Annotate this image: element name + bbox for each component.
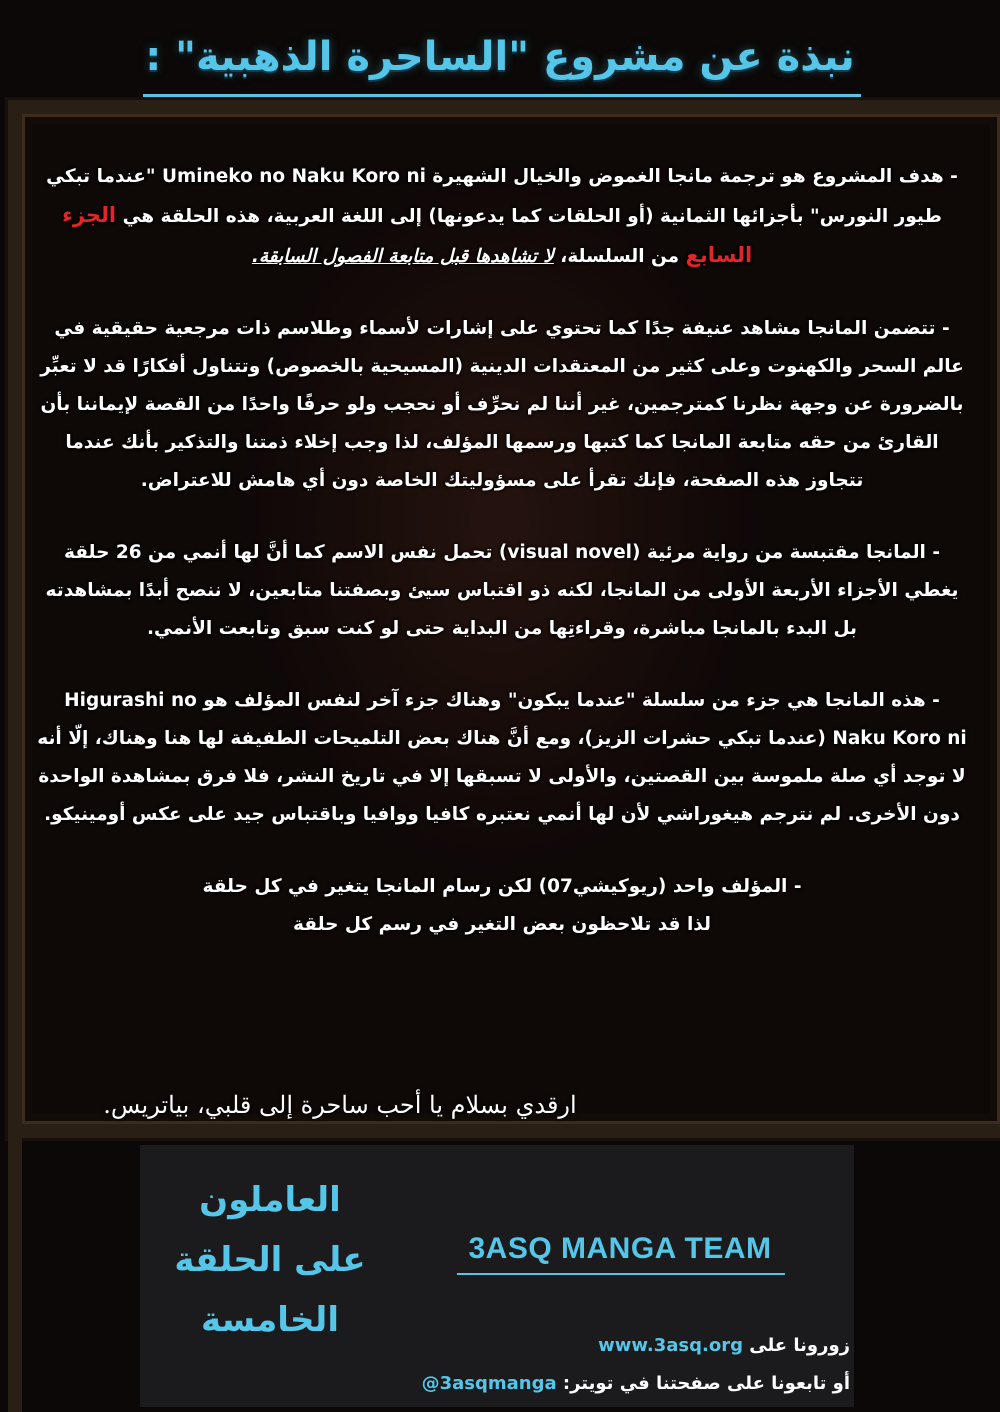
visit-line bbox=[560, 1328, 850, 1364]
article-body bbox=[36, 158, 968, 978]
goal-text-1: - هدف المشروع هو ترجمة مانجا الغموض والخيال الشهيرة bbox=[425, 166, 958, 187]
twitter-line bbox=[340, 1366, 850, 1402]
twitter-handle-link[interactable]: @3asqmanga bbox=[421, 1373, 557, 1394]
twitter-text: أو تابعونا على صفحتنا في تويتر: bbox=[556, 1373, 850, 1394]
author-line-2: لذا قد تلاحظون بعض التغير في رسم كل حلقة bbox=[293, 914, 711, 935]
credits-heading bbox=[160, 1170, 380, 1350]
higurashi-latin-title: Higurashi no Naku Koro ni bbox=[64, 690, 967, 749]
adaptation-text-2: ) تحمل نفس الاسم كما أنَّ لها أنمي من 26 حلقة يغطي الأجزاء الأربعة الأولى من المانجا، لكنه ذو اقتباس سيئ وبصفتنا متابعين، لا ننصح أبدًا بمشاهدته بل البدء بالمانجا مباشرة، وقراءتِها من البداية حتى لو كنت سبق وتابعت الأنمي. bbox=[45, 542, 959, 639]
credits-heading-line-2: على الحلقة bbox=[174, 1240, 366, 1280]
team-name-underline bbox=[457, 1273, 785, 1275]
paragraph-content-warning: - تتضمن المانجا مشاهد عنيفة جدًا كما تحتوي على إشارات لأسماء وطلاسم ذات مرجعية حقيقية في عالم السحر والكهنوت وعلى كثير من المعتقدات الدينية (المسيحية بالخصوص) وتتناول أفكارًا قد لا تعبِّر بالضرورة عن وجهة نظرنا كمترجمين، غير أننا لم نحرِّف أو نحجب ولو حرفًا واحدًا من القصة لإيماننا بأن القارئ من حقه متابعة المانجا كما كتبها ورسمها المؤلف، لذا وجب إخلاء ذمتنا والتذكير بأنك عندما تتجاوز هذه الصفحة، فإنك تقرأ على مسؤوليتك الخاصة دون أي هامش للاعتراض. bbox=[40, 318, 964, 491]
team-name: 3ASQ MANGA TEAM bbox=[468, 1232, 772, 1265]
series-text-1: - هذه المانجا هي جزء من سلسلة "عندما يبكون" وهناك جزء آخر لنفس المؤلف هو bbox=[196, 690, 940, 711]
title-underline bbox=[143, 94, 861, 97]
series-latin-title: Umineko no Naku Koro ni bbox=[161, 166, 426, 187]
author-line-1: - المؤلف واحد (ريوكيشي07) لكن رسام المانجا يتغير في كل حلقة bbox=[202, 876, 802, 897]
goal-text-2: "عندما تبكي طيور النورس" بأجزائها الثمانية (أو الحلقات كما يدعونها) إلى اللغة العربية، هذه الحلقة هي bbox=[46, 166, 942, 227]
paragraph-goal bbox=[36, 158, 968, 276]
paragraph-author bbox=[36, 868, 968, 944]
page-title: نبذة عن مشروع "الساحرة الذهبية" : bbox=[145, 34, 855, 80]
paragraph-adaptation bbox=[36, 534, 968, 648]
series-text-2: (عندما تبكي حشرات الزيز)، ومع أنَّ هناك بعض التلميحات الطفيفة لها هنا وهناك، إلّا أنه لا توجد أي صلة ملموسة بين القصتين، والأولى لا تسبقها إلا في تاريخ النشر، فلا فرق بمشاهدة الواحدة دون الأخرى. لم نترجم هيغوراشي لأن لها أنمي نعتبره كافيا ووافيا وباقتباس جيد على عكس أومينيكو. bbox=[37, 728, 966, 825]
part-highlight: الجزء السابع bbox=[62, 203, 753, 267]
credits-heading-line-1: العاملون bbox=[199, 1180, 341, 1220]
paragraph-series bbox=[36, 682, 968, 834]
website-link[interactable]: www.3asq.org bbox=[598, 1335, 743, 1356]
adaptation-text-1: - المانجا مقتبسة من رواية مرئية ( bbox=[632, 542, 940, 563]
visit-text: زورونا على bbox=[742, 1335, 850, 1356]
credits-heading-line-3: الخامسة bbox=[201, 1300, 339, 1340]
goal-text-3: من السلسلة، bbox=[553, 246, 686, 267]
visual-novel-term: visual novel bbox=[507, 542, 632, 563]
farewell-line: ارقدي بسلام يا أحب ساحرة إلى قلبي، بياتريس. bbox=[103, 1091, 577, 1119]
spoiler-warning: لا تشاهدها قبل متابعة الفصول السابقة. bbox=[251, 246, 554, 267]
